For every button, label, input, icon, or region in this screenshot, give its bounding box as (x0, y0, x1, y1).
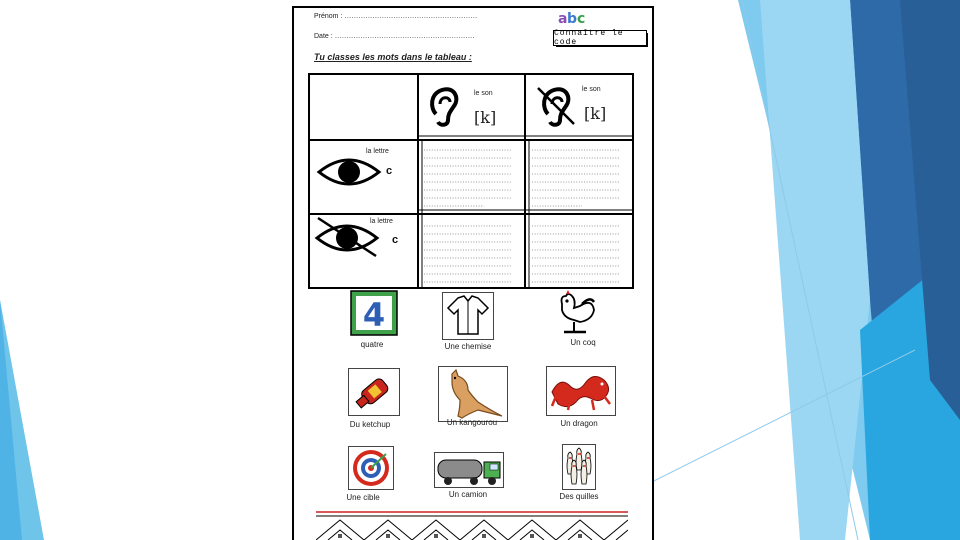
caption-cible: Une cible (346, 493, 380, 502)
rooster-icon (552, 290, 598, 336)
phoneme-nosound: [k] (584, 104, 607, 123)
col-nosound-label: le son (582, 86, 601, 93)
prenom-field: Prénom : ………………………………………………… (314, 13, 478, 20)
col-sound-label: le son (474, 90, 493, 97)
bowling-pins-icon (562, 444, 596, 490)
crossed-ear-icon (536, 84, 576, 130)
row-noletter-label: la lettre (370, 218, 393, 225)
ear-icon (428, 86, 462, 128)
row-letter-label: la lettre (366, 148, 389, 155)
truck-icon (434, 452, 504, 488)
dragon-icon (546, 366, 616, 416)
worksheet (292, 6, 654, 540)
date-field: Date : …………………………………………………… (314, 33, 475, 40)
caption-quilles: Des quilles (559, 492, 599, 501)
caption-camion: Un camion (448, 490, 488, 499)
caption-chemise: Une chemise (444, 342, 492, 351)
svg-text:b: b (567, 11, 578, 27)
caption-coq: Un coq (570, 338, 596, 347)
letter-c: c (386, 165, 393, 177)
writing-lines-nosound-letter (532, 148, 627, 288)
instruction-title: Tu classes les mots dans le tableau : (314, 52, 472, 62)
svg-text:c: c (577, 11, 586, 27)
caption-quatre: quatre (360, 340, 384, 349)
number-four-icon (350, 290, 398, 336)
writing-lines-sound-letter (424, 148, 519, 288)
shirt-icon (442, 292, 494, 340)
letters-logo-icon (556, 8, 592, 28)
ketchup-bottle-icon (348, 368, 400, 416)
phoneme-sound: [k] (474, 108, 497, 127)
target-icon (348, 446, 394, 490)
letter-c-crossed: c (392, 234, 399, 246)
svg-text:4: 4 (362, 296, 386, 334)
caption-kangourou: Un kangourou (446, 418, 498, 427)
caption-ketchup: Du ketchup (349, 420, 391, 429)
decorative-border (316, 510, 628, 540)
svg-text:a: a (558, 11, 568, 27)
eye-icon (316, 154, 382, 190)
kangaroo-icon (438, 366, 508, 422)
caption-dragon: Un dragon (560, 419, 598, 428)
logo-label: Connaître le code (553, 30, 647, 46)
